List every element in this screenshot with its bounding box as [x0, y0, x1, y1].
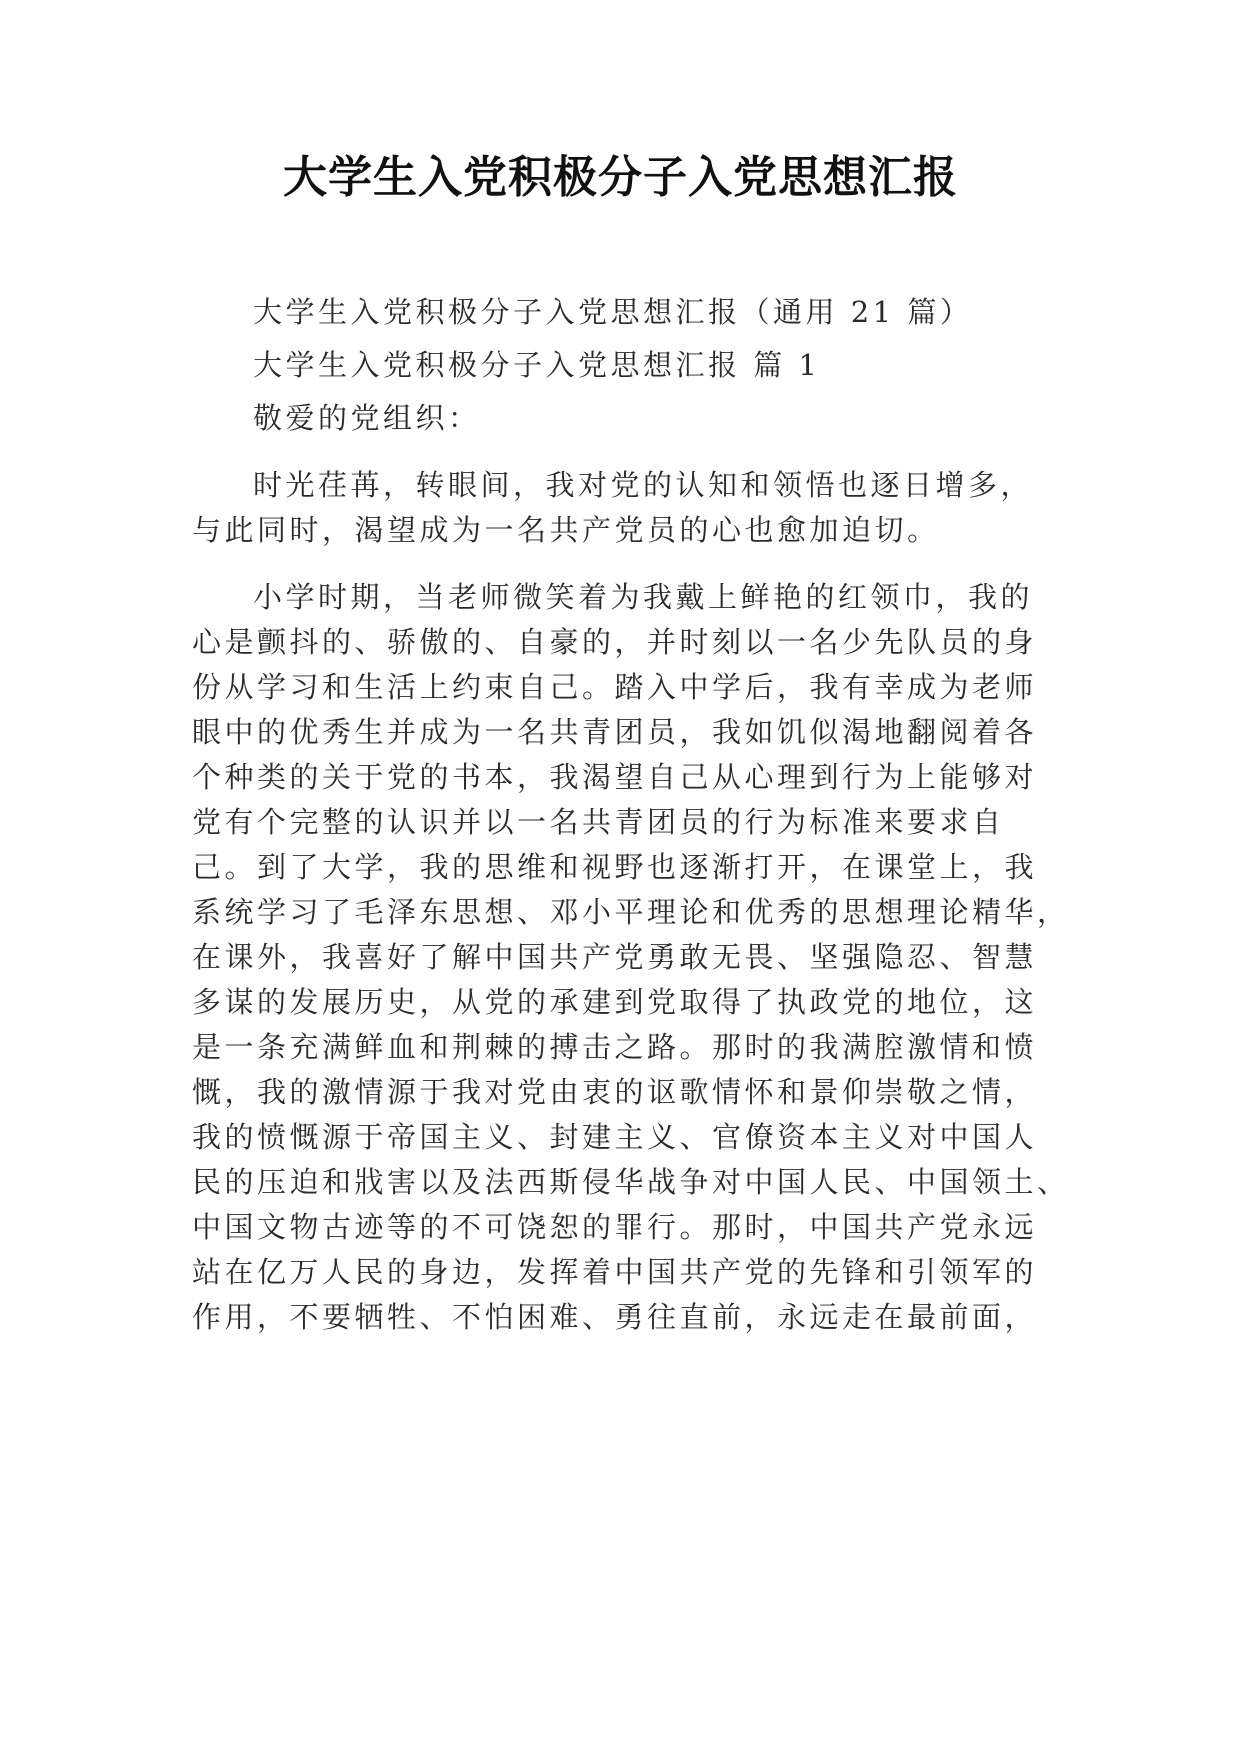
section-heading: 大学生入党积极分子入党思想汇报 篇 1	[253, 348, 821, 382]
paragraph-2-line: 我的愤慨源于帝国主义、封建主义、官僚资本主义对中国人	[192, 1120, 1038, 1154]
paragraph-1-line: 时光荏苒，转眼间，我对党的认知和领悟也逐日增多，	[253, 468, 1034, 502]
paragraph-2-line: 份从学习和生活上约束自己。踏入中学后，我有幸成为老师	[192, 670, 1038, 704]
paragraph-2-line: 多谋的发展历史，从党的承建到党取得了执政党的地位，这	[192, 985, 1038, 1019]
salutation: 敬爱的党组织：	[253, 401, 481, 435]
paragraph-2-line: 中国文物古迹等的不可饶恕的罪行。那时，中国共产党永远	[192, 1210, 1038, 1244]
paragraph-2-line: 己。到了大学，我的思维和视野也逐渐打开，在课堂上，我	[192, 850, 1038, 884]
paragraph-2-line: 眼中的优秀生并成为一名共青团员，我如饥似渴地翻阅着各	[192, 715, 1038, 749]
paragraph-2-line: 站在亿万人民的身边，发挥着中国共产党的先锋和引领军的	[192, 1255, 1038, 1289]
paragraph-2-line: 小学时期，当老师微笑着为我戴上鲜艳的红领巾，我的	[253, 580, 1034, 614]
subtitle-line: 大学生入党积极分子入党思想汇报（通用 21 篇）	[253, 295, 973, 329]
paragraph-2-line: 民的压迫和戕害以及法西斯侵华战争对中国人民、中国领土、	[192, 1165, 1070, 1199]
document-body	[192, 290, 1070, 1340]
document-title: 大学生入党积极分子入党思想汇报	[283, 152, 958, 203]
paragraph-2-line: 党有个完整的认识并以一名共青团员的行为标准来要求自	[192, 805, 1005, 839]
paragraph-2-line: 系统学习了毛泽东思想、邓小平理论和优秀的思想理论精华，	[192, 895, 1070, 929]
paragraph-2-line: 在课外，我喜好了解中国共产党勇敢无畏、坚强隐忍、智慧	[192, 940, 1038, 974]
paragraph-2-line: 慨，我的激情源于我对党由衷的讴歌情怀和景仰崇敬之情，	[192, 1075, 1038, 1109]
paragraph-2-line: 作用，不要牺牲、不怕困难、勇往直前，永远走在最前面，	[192, 1300, 1038, 1334]
paragraph-2-line: 心是颤抖的、骄傲的、自豪的，并时刻以一名少先队员的身	[192, 625, 1038, 659]
paragraph-1-line: 与此同时，渴望成为一名共产党员的心也愈加迫切。	[192, 513, 940, 547]
paragraph-2-line: 个种类的关于党的书本，我渴望自己从心理到行为上能够对	[192, 760, 1038, 794]
paragraph-2-line: 是一条充满鲜血和荆棘的搏击之路。那时的我满腔激情和愤	[192, 1030, 1038, 1064]
